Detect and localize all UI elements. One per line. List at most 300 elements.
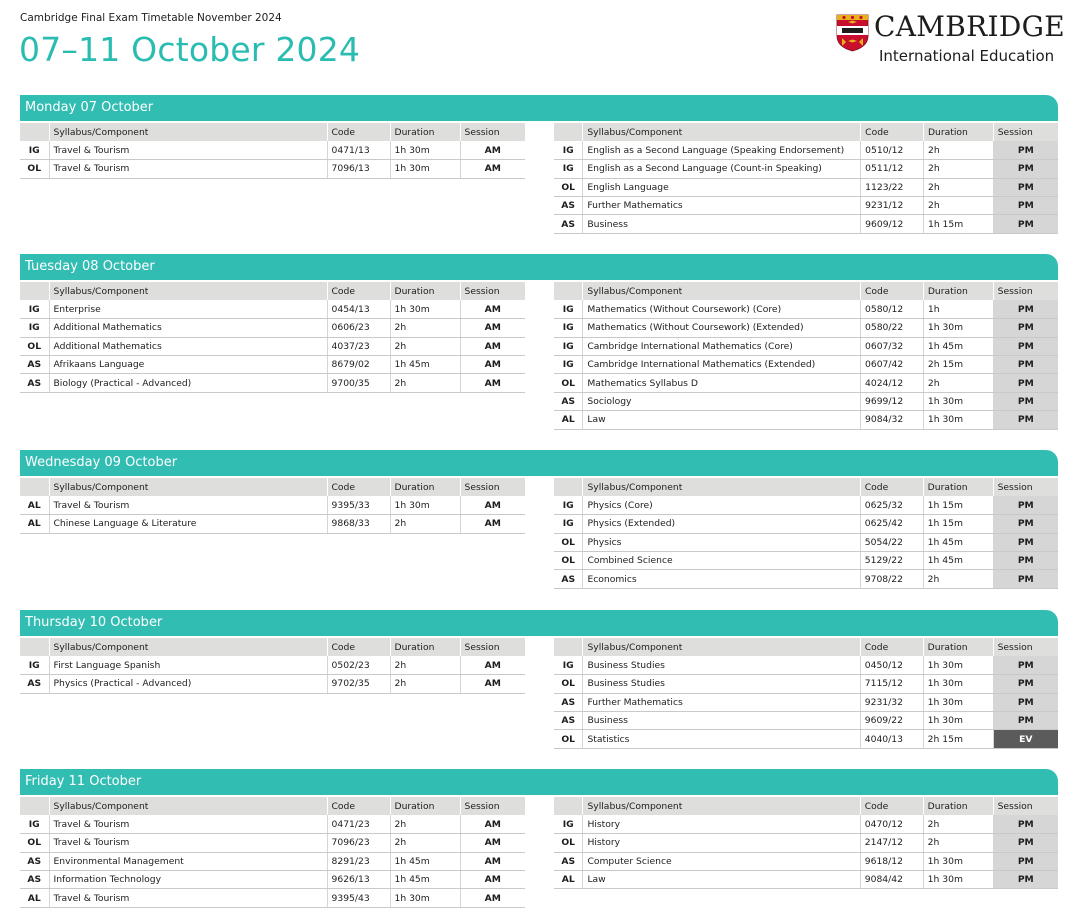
am-session-table xyxy=(20,282,525,393)
syllabus-cell: Economics xyxy=(583,570,860,588)
syllabus-cell: Additional Mathematics xyxy=(49,337,327,355)
session-cell: PM xyxy=(993,141,1058,159)
table-row xyxy=(20,871,525,889)
duration-cell: 1h 30m xyxy=(390,889,460,907)
syllabus-cell: Physics (Extended) xyxy=(583,515,860,533)
pm-session-table xyxy=(554,123,1058,234)
syllabus-cell: Enterprise xyxy=(49,300,327,318)
table-row xyxy=(554,871,1058,889)
syllabus-cell: Business xyxy=(583,215,861,233)
table-row xyxy=(20,337,525,355)
session-cell: PM xyxy=(993,160,1058,178)
session-cell: PM xyxy=(993,834,1058,852)
duration-cell: 1h 30m xyxy=(390,160,460,178)
table-row xyxy=(20,852,525,870)
level-cell: IG xyxy=(20,319,49,337)
duration-cell: 2h xyxy=(390,675,460,693)
table-header-row xyxy=(20,797,525,815)
code-cell: 9231/32 xyxy=(860,693,923,711)
duration-cell: 1h 45m xyxy=(923,552,993,570)
syllabus-header: Syllabus/Component xyxy=(49,282,327,300)
duration-cell: 2h xyxy=(390,815,460,833)
day-heading: Wednesday 09 October xyxy=(20,450,1058,476)
table-row xyxy=(20,515,525,533)
session-cell: PM xyxy=(993,178,1058,196)
level-cell: IG xyxy=(554,656,583,674)
am-session-table xyxy=(20,638,525,694)
syllabus-header: Syllabus/Component xyxy=(583,123,861,141)
duration-cell: 2h xyxy=(390,337,460,355)
duration-cell: 2h xyxy=(923,815,993,833)
syllabus-header: Syllabus/Component xyxy=(49,638,327,656)
table-header-row xyxy=(20,478,525,496)
duration-header: Duration xyxy=(923,638,993,656)
code-cell: 0450/12 xyxy=(860,656,923,674)
table-row xyxy=(554,656,1058,674)
table-row xyxy=(554,300,1058,318)
table-row xyxy=(20,815,525,833)
code-cell: 4024/12 xyxy=(861,374,924,392)
duration-cell: 1h 30m xyxy=(923,871,993,889)
duration-cell: 2h 15m xyxy=(923,356,993,374)
syllabus-cell: Business Studies xyxy=(583,675,860,693)
code-cell: 9708/22 xyxy=(860,570,923,588)
level-cell: AL xyxy=(554,411,583,429)
day-section xyxy=(20,450,1058,585)
syllabus-cell: Chinese Language & Literature xyxy=(49,515,327,533)
code-header: Code xyxy=(861,282,924,300)
table-row xyxy=(554,141,1058,159)
code-cell: 0625/32 xyxy=(860,496,923,514)
code-cell: 8291/23 xyxy=(327,852,390,870)
duration-cell: 2h xyxy=(923,570,993,588)
code-cell: 5129/22 xyxy=(860,552,923,570)
session-cell: PM xyxy=(993,871,1058,889)
duration-header: Duration xyxy=(390,282,460,300)
session-cell: PM xyxy=(993,852,1058,870)
code-header: Code xyxy=(327,797,390,815)
level-cell: IG xyxy=(554,319,583,337)
level-cell: OL xyxy=(20,337,49,355)
level-cell: AS xyxy=(20,374,49,392)
syllabus-cell: Biology (Practical - Advanced) xyxy=(49,374,327,392)
syllabus-cell: Mathematics (Without Coursework) (Extended) xyxy=(583,319,861,337)
table-header-row xyxy=(554,123,1058,141)
level-cell: AS xyxy=(20,852,49,870)
code-cell: 0470/12 xyxy=(860,815,923,833)
syllabus-cell: Cambridge International Mathematics (Extended) xyxy=(583,356,861,374)
table-row xyxy=(554,675,1058,693)
session-cell: PM xyxy=(993,337,1058,355)
day-section xyxy=(20,610,1058,745)
code-cell: 0606/23 xyxy=(327,319,390,337)
syllabus-cell: English as a Second Language (Speaking Endorsement) xyxy=(583,141,861,159)
level-cell: OL xyxy=(554,730,583,748)
level-cell: IG xyxy=(554,300,583,318)
syllabus-cell: Cambridge International Mathematics (Core) xyxy=(583,337,861,355)
code-header: Code xyxy=(327,123,390,141)
table-row xyxy=(20,160,525,178)
code-cell: 0607/42 xyxy=(861,356,924,374)
level-cell: AS xyxy=(554,392,583,410)
table-row xyxy=(554,712,1058,730)
duration-cell: 2h xyxy=(390,319,460,337)
level-cell: AL xyxy=(20,515,49,533)
table-row xyxy=(554,852,1058,870)
code-header: Code xyxy=(861,123,924,141)
duration-cell: 1h 45m xyxy=(923,533,993,551)
code-cell: 0502/23 xyxy=(327,656,390,674)
code-cell: 5054/22 xyxy=(860,533,923,551)
syllabus-cell: Computer Science xyxy=(583,852,860,870)
table-row xyxy=(20,675,525,693)
session-header: Session xyxy=(460,282,525,300)
day-heading: Tuesday 08 October xyxy=(20,254,1058,280)
table-row xyxy=(20,496,525,514)
syllabus-cell: Law xyxy=(583,411,861,429)
duration-header: Duration xyxy=(390,797,460,815)
level-cell: IG xyxy=(20,300,49,318)
code-cell: 7115/12 xyxy=(860,675,923,693)
syllabus-cell: Combined Science xyxy=(583,552,860,570)
duration-cell: 1h 30m xyxy=(390,300,460,318)
day-section xyxy=(20,254,1058,426)
logo-subtitle: International Education xyxy=(879,47,1055,65)
table-row xyxy=(554,160,1058,178)
table-row xyxy=(20,374,525,392)
session-header: Session xyxy=(993,282,1058,300)
level-header xyxy=(20,797,49,815)
session-header: Session xyxy=(993,478,1058,496)
level-header xyxy=(20,282,49,300)
day-section xyxy=(20,95,1058,230)
code-cell: 1123/22 xyxy=(861,178,924,196)
duration-cell: 2h xyxy=(390,656,460,674)
code-cell: 9395/33 xyxy=(327,496,390,514)
duration-cell: 2h xyxy=(923,197,993,215)
session-cell: AM xyxy=(460,656,525,674)
session-cell: AM xyxy=(460,496,525,514)
duration-header: Duration xyxy=(390,638,460,656)
duration-cell: 2h xyxy=(923,374,993,392)
table-header-row xyxy=(20,123,525,141)
level-cell: IG xyxy=(554,141,583,159)
level-cell: OL xyxy=(20,834,49,852)
code-cell: 0625/42 xyxy=(860,515,923,533)
code-cell: 0580/22 xyxy=(861,319,924,337)
duration-cell: 1h xyxy=(923,300,993,318)
am-session-table xyxy=(20,123,525,179)
syllabus-cell: Travel & Tourism xyxy=(49,889,327,907)
level-cell: AL xyxy=(554,871,583,889)
table-row xyxy=(554,356,1058,374)
code-cell: 2147/12 xyxy=(860,834,923,852)
table-row xyxy=(554,178,1058,196)
session-cell: PM xyxy=(993,215,1058,233)
table-row xyxy=(20,319,525,337)
duration-cell: 1h 30m xyxy=(923,319,993,337)
duration-cell: 1h 30m xyxy=(923,675,993,693)
logo-wordmark: CAMBRIDGE xyxy=(874,10,1065,43)
level-cell: IG xyxy=(554,160,583,178)
duration-header: Duration xyxy=(923,282,993,300)
duration-cell: 2h xyxy=(923,834,993,852)
duration-cell: 1h 15m xyxy=(923,215,993,233)
table-header-row xyxy=(554,797,1058,815)
day-heading: Friday 11 October xyxy=(20,769,1058,795)
session-cell: AM xyxy=(460,374,525,392)
code-cell: 9702/35 xyxy=(327,675,390,693)
table-header-row xyxy=(554,478,1058,496)
syllabus-cell: Afrikaans Language xyxy=(49,356,327,374)
syllabus-cell: Business xyxy=(583,712,860,730)
session-cell: AM xyxy=(460,834,525,852)
day-heading: Monday 07 October xyxy=(20,95,1058,121)
syllabus-header: Syllabus/Component xyxy=(49,478,327,496)
session-cell: PM xyxy=(993,374,1058,392)
session-cell: PM xyxy=(993,411,1058,429)
syllabus-cell: Travel & Tourism xyxy=(49,815,327,833)
syllabus-header: Syllabus/Component xyxy=(583,282,861,300)
code-cell: 9618/12 xyxy=(860,852,923,870)
syllabus-header: Syllabus/Component xyxy=(583,478,860,496)
code-cell: 9699/12 xyxy=(861,392,924,410)
code-cell: 9626/13 xyxy=(327,871,390,889)
code-cell: 9395/43 xyxy=(327,889,390,907)
session-cell: PM xyxy=(993,712,1058,730)
level-cell: OL xyxy=(554,178,583,196)
level-header xyxy=(20,638,49,656)
syllabus-cell: Physics (Core) xyxy=(583,496,860,514)
syllabus-cell: History xyxy=(583,834,860,852)
session-header: Session xyxy=(993,123,1058,141)
level-header xyxy=(554,797,583,815)
level-cell: AL xyxy=(20,889,49,907)
syllabus-cell: English as a Second Language (Count-in Speaking) xyxy=(583,160,861,178)
table-row xyxy=(554,392,1058,410)
syllabus-cell: Additional Mathematics xyxy=(49,319,327,337)
syllabus-cell: Statistics xyxy=(583,730,860,748)
code-cell: 7096/23 xyxy=(327,834,390,852)
table-row xyxy=(20,141,525,159)
code-header: Code xyxy=(860,478,923,496)
session-cell: PM xyxy=(993,552,1058,570)
duration-cell: 1h 30m xyxy=(390,141,460,159)
duration-cell: 2h xyxy=(390,834,460,852)
duration-cell: 1h 30m xyxy=(390,496,460,514)
session-cell: PM xyxy=(993,392,1058,410)
session-cell: PM xyxy=(993,656,1058,674)
duration-cell: 2h xyxy=(390,515,460,533)
session-cell: AM xyxy=(460,515,525,533)
table-row xyxy=(554,693,1058,711)
level-cell: IG xyxy=(554,815,583,833)
code-cell: 0471/13 xyxy=(327,141,390,159)
session-cell: PM xyxy=(993,300,1058,318)
syllabus-header: Syllabus/Component xyxy=(49,123,327,141)
session-cell: EV xyxy=(993,730,1058,748)
level-cell: OL xyxy=(554,834,583,852)
table-row xyxy=(554,215,1058,233)
syllabus-cell: Mathematics Syllabus D xyxy=(583,374,861,392)
duration-header: Duration xyxy=(390,123,460,141)
code-cell: 9609/12 xyxy=(861,215,924,233)
code-cell: 7096/13 xyxy=(327,160,390,178)
table-row xyxy=(20,300,525,318)
duration-cell: 1h 30m xyxy=(923,656,993,674)
level-cell: IG xyxy=(554,356,583,374)
level-cell: AL xyxy=(20,496,49,514)
table-row xyxy=(554,730,1058,748)
session-header: Session xyxy=(993,797,1058,815)
syllabus-header: Syllabus/Component xyxy=(583,638,860,656)
table-row xyxy=(554,552,1058,570)
code-cell: 4040/13 xyxy=(860,730,923,748)
table-row xyxy=(554,411,1058,429)
duration-header: Duration xyxy=(923,797,993,815)
syllabus-cell: Physics xyxy=(583,533,860,551)
syllabus-cell: Travel & Tourism xyxy=(49,496,327,514)
syllabus-cell: Sociology xyxy=(583,392,861,410)
session-cell: PM xyxy=(993,496,1058,514)
duration-cell: 1h 30m xyxy=(923,712,993,730)
duration-cell: 1h 45m xyxy=(923,337,993,355)
duration-cell: 1h 15m xyxy=(923,496,993,514)
duration-cell: 1h 15m xyxy=(923,515,993,533)
level-cell: AS xyxy=(554,712,583,730)
level-cell: OL xyxy=(20,160,49,178)
table-row xyxy=(554,496,1058,514)
session-cell: PM xyxy=(993,319,1058,337)
code-header: Code xyxy=(327,478,390,496)
session-cell: AM xyxy=(460,160,525,178)
code-cell: 9609/22 xyxy=(860,712,923,730)
table-row xyxy=(554,834,1058,852)
duration-cell: 2h xyxy=(923,178,993,196)
session-cell: PM xyxy=(993,515,1058,533)
level-cell: IG xyxy=(554,496,583,514)
level-cell: IG xyxy=(20,141,49,159)
code-header: Code xyxy=(860,797,923,815)
level-cell: OL xyxy=(554,552,583,570)
level-cell: AS xyxy=(20,871,49,889)
syllabus-cell: Physics (Practical - Advanced) xyxy=(49,675,327,693)
level-cell: IG xyxy=(20,815,49,833)
pm-session-table xyxy=(554,797,1058,889)
level-header xyxy=(20,123,49,141)
table-row xyxy=(554,815,1058,833)
crest-icon xyxy=(836,14,869,52)
level-cell: OL xyxy=(554,675,583,693)
table-row xyxy=(554,570,1058,588)
am-session-table xyxy=(20,797,525,908)
level-cell: AS xyxy=(554,215,583,233)
table-row xyxy=(20,656,525,674)
duration-header: Duration xyxy=(390,478,460,496)
session-cell: AM xyxy=(460,871,525,889)
syllabus-cell: Mathematics (Without Coursework) (Core) xyxy=(583,300,861,318)
session-cell: AM xyxy=(460,852,525,870)
session-header: Session xyxy=(460,123,525,141)
session-header: Session xyxy=(460,797,525,815)
code-cell: 8679/02 xyxy=(327,356,390,374)
duration-cell: 1h 30m xyxy=(923,392,993,410)
level-header xyxy=(554,638,583,656)
code-cell: 4037/23 xyxy=(327,337,390,355)
syllabus-cell: First Language Spanish xyxy=(49,656,327,674)
session-header: Session xyxy=(460,638,525,656)
syllabus-cell: Further Mathematics xyxy=(583,693,860,711)
session-cell: AM xyxy=(460,356,525,374)
session-cell: PM xyxy=(993,570,1058,588)
level-cell: OL xyxy=(554,374,583,392)
duration-cell: 1h 30m xyxy=(923,693,993,711)
code-cell: 0580/12 xyxy=(861,300,924,318)
code-cell: 9084/32 xyxy=(861,411,924,429)
pm-session-table xyxy=(554,478,1058,589)
session-cell: AM xyxy=(460,300,525,318)
day-section xyxy=(20,769,1058,904)
session-cell: PM xyxy=(993,693,1058,711)
code-cell: 0471/23 xyxy=(327,815,390,833)
level-cell: AS xyxy=(554,693,583,711)
duration-cell: 1h 45m xyxy=(390,356,460,374)
syllabus-cell: Business Studies xyxy=(583,656,860,674)
timetable-subtitle: Cambridge Final Exam Timetable November 2024 xyxy=(20,12,282,24)
page-title: 07–11 October 2024 xyxy=(19,30,361,69)
code-cell: 0607/32 xyxy=(861,337,924,355)
duration-cell: 2h xyxy=(390,374,460,392)
syllabus-cell: History xyxy=(583,815,860,833)
code-cell: 9084/42 xyxy=(860,871,923,889)
duration-cell: 2h xyxy=(923,160,993,178)
session-cell: PM xyxy=(993,533,1058,551)
session-cell: PM xyxy=(993,197,1058,215)
cambridge-logo xyxy=(836,10,1065,67)
code-header: Code xyxy=(327,282,390,300)
table-row xyxy=(554,533,1058,551)
level-header xyxy=(20,478,49,496)
code-cell: 0510/12 xyxy=(861,141,924,159)
syllabus-header: Syllabus/Component xyxy=(49,797,327,815)
level-cell: IG xyxy=(554,337,583,355)
duration-header: Duration xyxy=(923,478,993,496)
level-cell: AS xyxy=(554,570,583,588)
code-cell: 0454/13 xyxy=(327,300,390,318)
am-session-table xyxy=(20,478,525,534)
table-header-row xyxy=(554,638,1058,656)
session-cell: AM xyxy=(460,815,525,833)
syllabus-cell: Law xyxy=(583,871,860,889)
code-cell: 9700/35 xyxy=(327,374,390,392)
syllabus-cell: Further Mathematics xyxy=(583,197,861,215)
table-row xyxy=(554,515,1058,533)
level-cell: OL xyxy=(554,533,583,551)
syllabus-cell: Travel & Tourism xyxy=(49,834,327,852)
table-row xyxy=(20,834,525,852)
session-cell: AM xyxy=(460,319,525,337)
code-cell: 9868/33 xyxy=(327,515,390,533)
syllabus-cell: English Language xyxy=(583,178,861,196)
level-cell: IG xyxy=(20,656,49,674)
table-row xyxy=(20,356,525,374)
code-cell: 0511/12 xyxy=(861,160,924,178)
session-cell: AM xyxy=(460,141,525,159)
session-header: Session xyxy=(993,638,1058,656)
duration-cell: 2h 15m xyxy=(923,730,993,748)
table-row xyxy=(20,889,525,907)
duration-cell: 1h 30m xyxy=(923,411,993,429)
